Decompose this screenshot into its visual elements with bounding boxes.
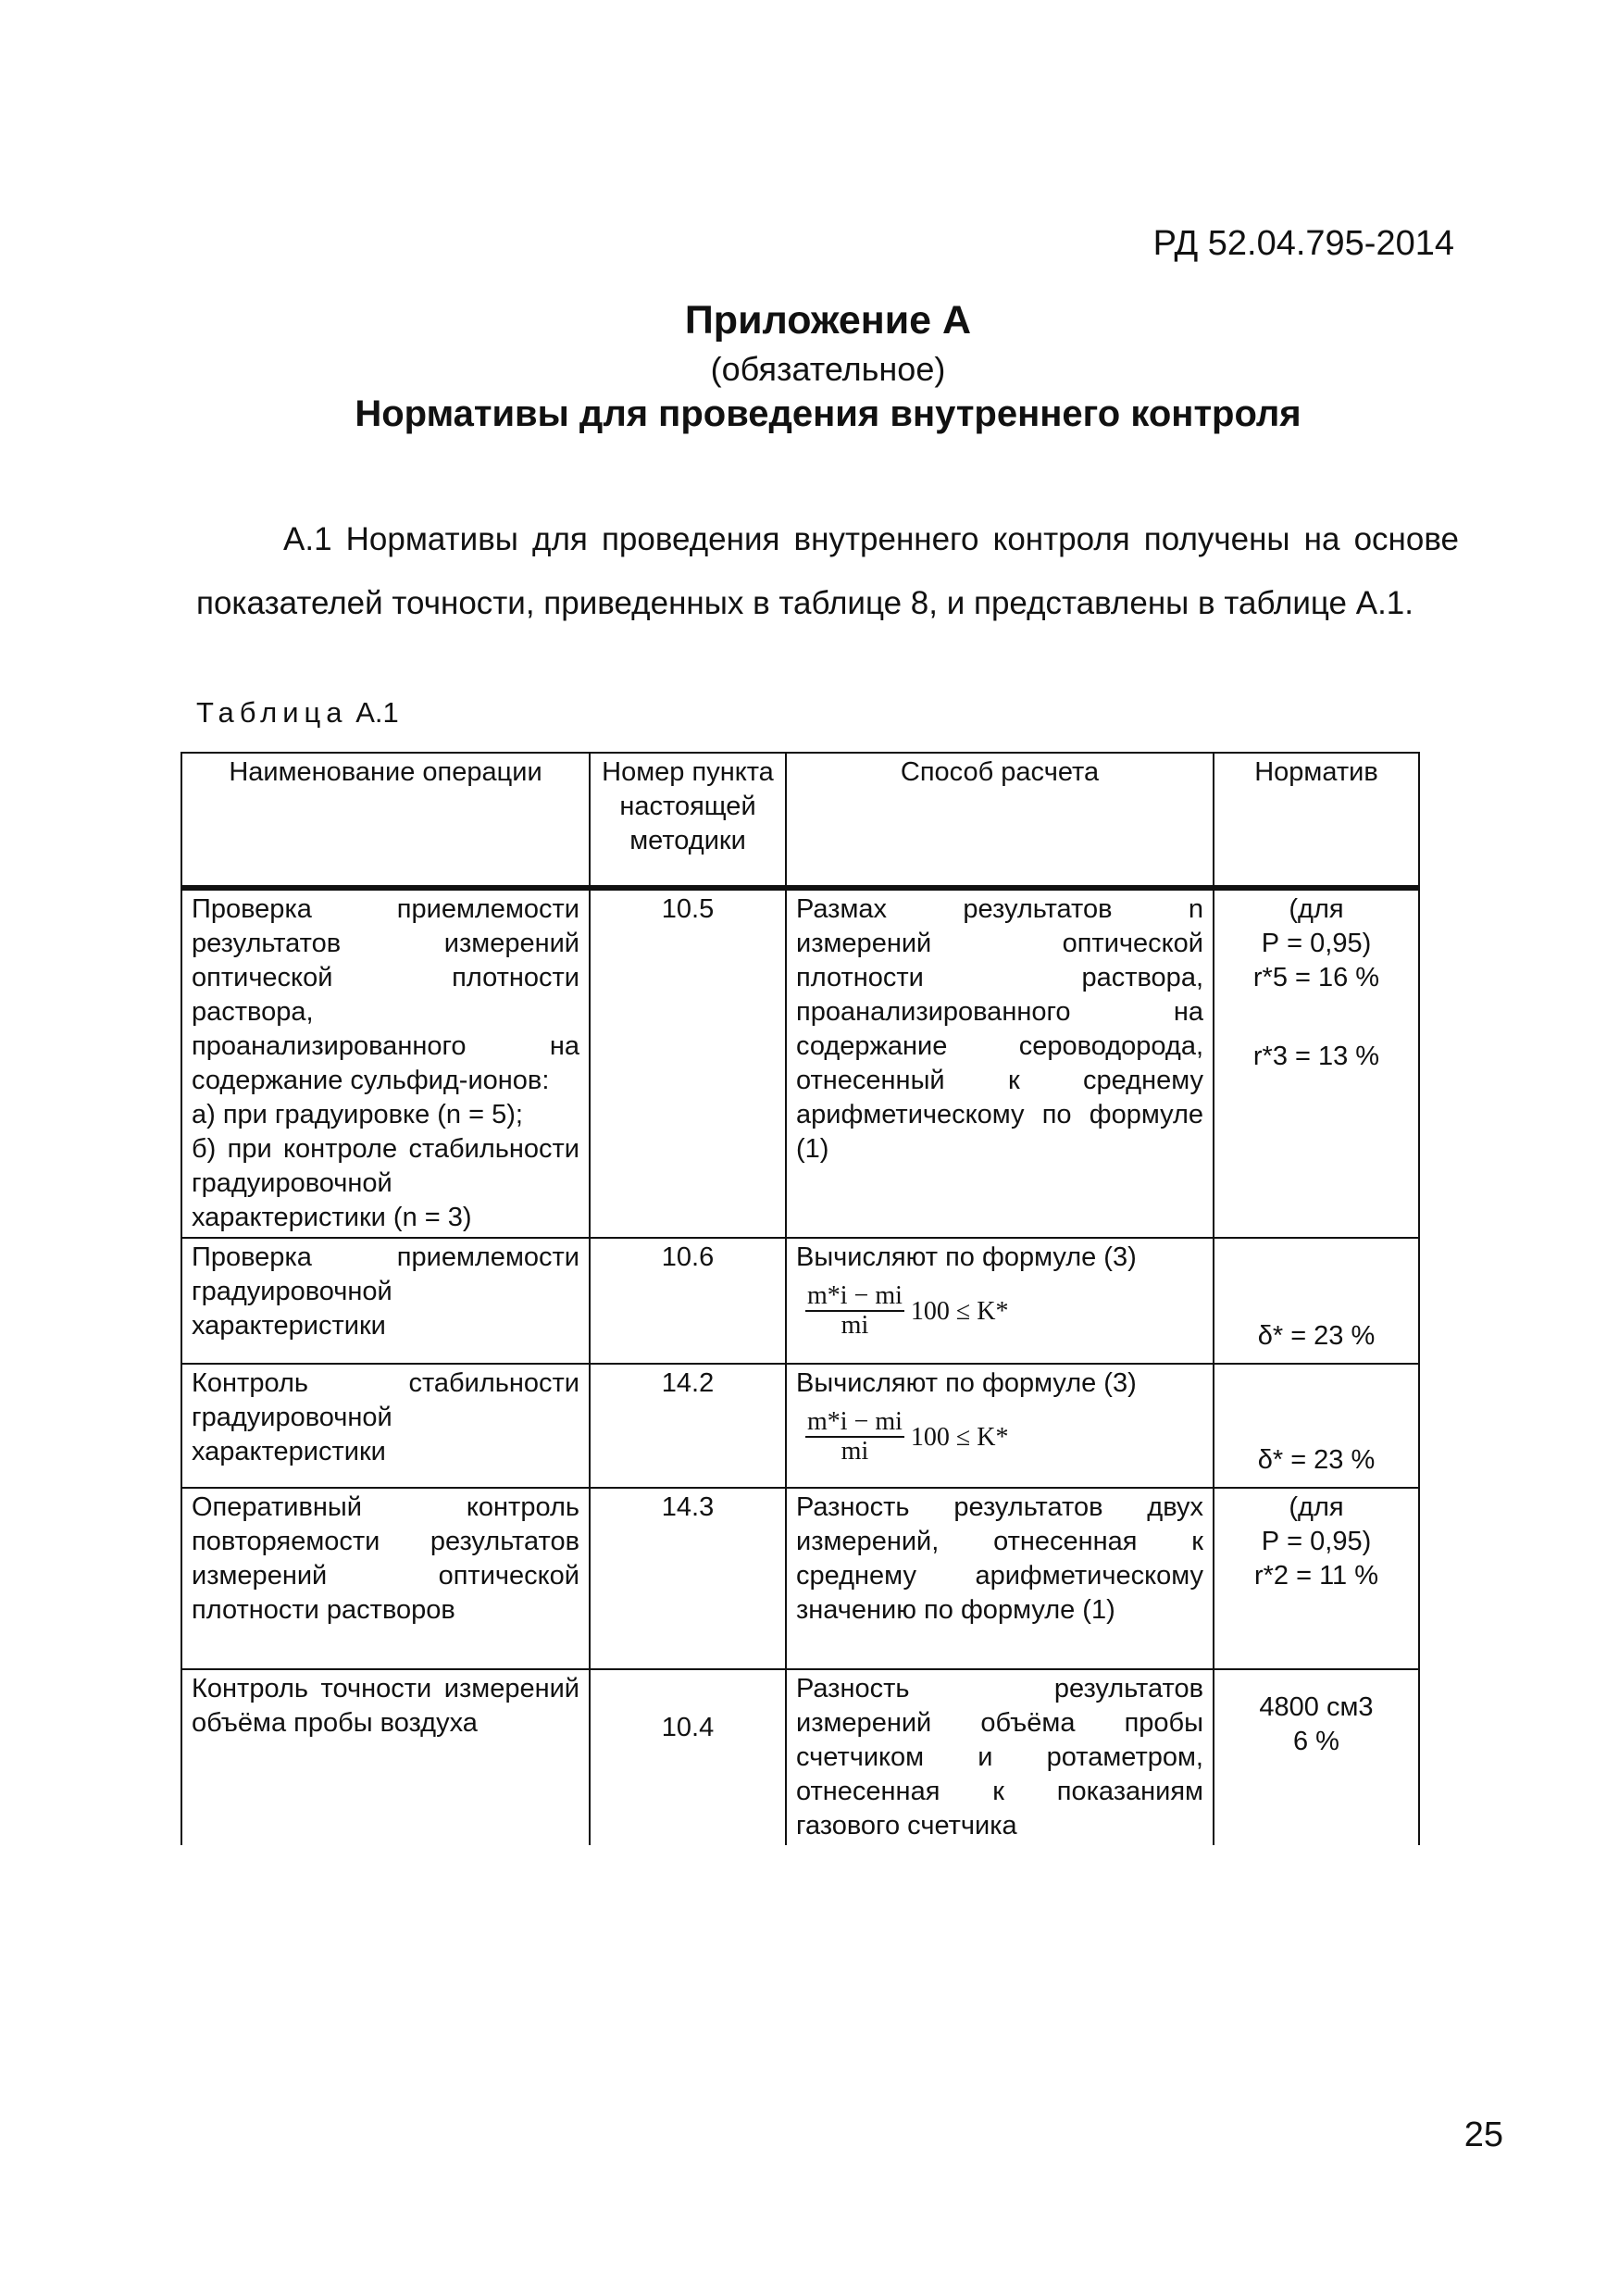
table-header-row — [181, 753, 1419, 888]
header-operation: Наименование операции — [181, 753, 590, 888]
operation-cell: Контроль стабильности градуировочной характеристики — [181, 1364, 590, 1488]
norm-cell — [1214, 1238, 1419, 1364]
formula — [796, 1282, 1203, 1340]
norm-line: δ* = 23 % — [1257, 1321, 1376, 1351]
norm-line: Р = 0,95) — [1261, 929, 1372, 958]
clause-number-cell: 14.3 — [590, 1488, 786, 1669]
norm-line: 6 % — [1293, 1727, 1339, 1756]
method-text: Вычисляют по формуле (3) — [796, 1242, 1137, 1272]
table-row — [181, 1669, 1419, 1845]
table-row — [181, 1488, 1419, 1669]
intro-paragraph: А.1 Нормативы для проведения внутреннего контроля получены на основе показателей точности, приведенных в таблице 8, и представлены в таблице А.1. — [196, 521, 1459, 621]
table-row — [181, 1238, 1419, 1364]
method-cell: Размах результатов n измерений оптической плотности раствора, проанализированного на содержание сероводорода, отнесенный к среднему арифметическому по формуле (1) — [786, 888, 1214, 1238]
clause-number-cell: 10.4 — [590, 1669, 786, 1845]
method-text: Вычисляют по формуле (3) — [796, 1368, 1137, 1398]
norm-cell — [1214, 888, 1419, 1238]
norm-cell — [1214, 1669, 1419, 1845]
norm-line: r*5 = 16 % — [1252, 963, 1380, 992]
norm-line: Р = 0,95) — [1261, 1527, 1372, 1556]
formula — [796, 1408, 1203, 1466]
norm-line: r*3 = 13 % — [1252, 1042, 1380, 1071]
method-cell: Разность результатов измерений объёма пробы счетчиком и ротаметром, отнесенная к показаниям газового счетчика — [786, 1669, 1214, 1845]
norms-table — [181, 752, 1420, 1845]
formula-denominator: mi — [841, 1311, 869, 1340]
method-cell — [786, 1364, 1214, 1488]
norm-line: (для — [1289, 1492, 1344, 1522]
formula-denominator: mi — [841, 1437, 869, 1466]
appendix-title: Приложение А — [684, 298, 972, 343]
norm-line: (для — [1289, 894, 1344, 924]
table-caption-word: Таблица — [196, 696, 348, 729]
formula-numerator: m*i − mi — [807, 1407, 903, 1436]
norm-cell — [1214, 1364, 1419, 1488]
operation-cell: Проверка приемлемости градуировочной характеристики — [181, 1238, 590, 1364]
operation-cell: Контроль точности измерений объёма пробы воздуха — [181, 1669, 590, 1845]
operation-item-b: б) при контроле стабильности градуировочной характеристики (n = 3) — [192, 1134, 579, 1232]
formula-fraction — [805, 1282, 904, 1340]
formula-rest: 100 ≤ K* — [910, 1422, 1009, 1452]
header-clause-number: Номер пункта настоящей методики — [590, 753, 786, 888]
appendix-heading: Нормативы для проведения внутреннего контроля — [355, 393, 1301, 434]
formula-fraction — [805, 1408, 904, 1466]
document-code: РД 52.04.795-2014 — [1152, 224, 1454, 263]
norm-line: 4800 см3 — [1259, 1692, 1374, 1722]
method-cell — [786, 1238, 1214, 1364]
clause-number-cell: 10.5 — [590, 888, 786, 1238]
formula-numerator: m*i − mi — [807, 1281, 903, 1310]
clause-number-cell: 10.6 — [590, 1238, 786, 1364]
norm-cell — [1214, 1488, 1419, 1669]
header-norm: Норматив — [1214, 753, 1419, 888]
table-row — [181, 888, 1419, 1238]
operation-item-a: а) при градуировке (n = 5); — [192, 1100, 523, 1129]
table-caption — [196, 696, 399, 730]
table-caption-id: А.1 — [355, 696, 399, 729]
formula-rest: 100 ≤ K* — [910, 1296, 1009, 1326]
operation-cell — [181, 888, 590, 1238]
table-row — [181, 1364, 1419, 1488]
appendix-subtitle: (обязательное) — [710, 350, 946, 388]
norm-line: δ* = 23 % — [1257, 1445, 1376, 1475]
clause-number-cell: 14.2 — [590, 1364, 786, 1488]
method-cell: Разность результатов двух измерений, отнесенная к среднему арифметическому значению по формуле (1) — [786, 1488, 1214, 1669]
operation-cell: Оперативный контроль повторяемости результатов измерений оптической плотности растворов — [181, 1488, 590, 1669]
operation-text: Проверка приемлемости результатов измерений оптической плотности раствора, проанализированного на содержание сульфид-ионов: — [192, 894, 579, 1095]
header-calculation-method: Способ расчета — [786, 753, 1214, 888]
page-number: 25 — [1463, 2115, 1503, 2154]
norm-line: r*2 = 11 % — [1253, 1561, 1379, 1591]
